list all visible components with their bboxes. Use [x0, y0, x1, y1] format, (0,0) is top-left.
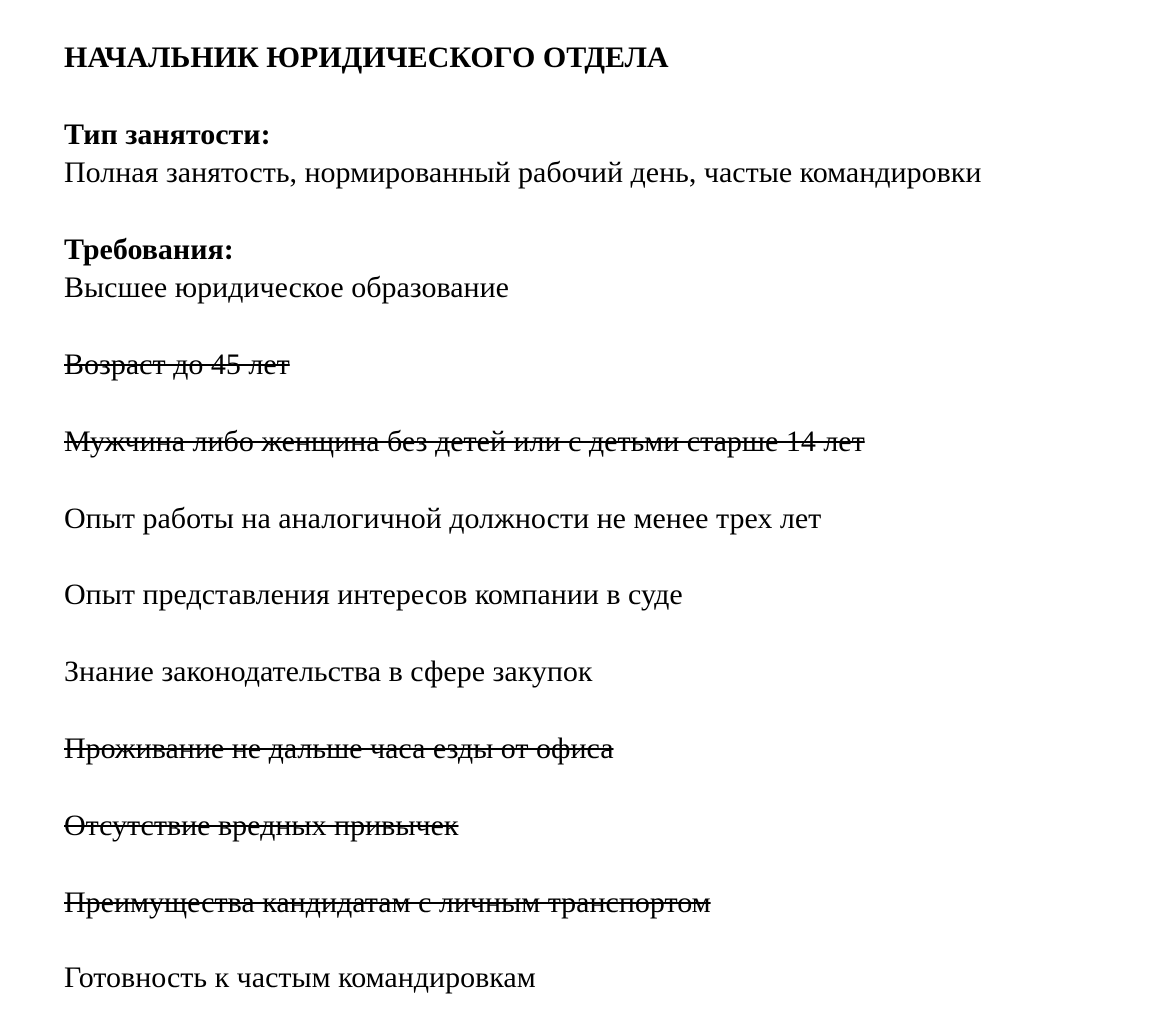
requirement-item: Готовность к частым командировкам	[64, 961, 536, 994]
employment-heading: Тип занятости:	[64, 118, 271, 151]
requirement-item: Отсутствие вредных привычек	[64, 809, 459, 842]
requirement-item: Проживание не дальше часа езды от офиса	[64, 732, 614, 765]
employment-text: Полная занятость, нормированный рабочий день, частые командировки	[64, 156, 982, 189]
requirement-item: Высшее юридическое образование	[64, 271, 509, 304]
requirements-heading: Требования:	[64, 233, 234, 266]
requirement-item: Знание законодательства в сфере закупок	[64, 655, 593, 688]
requirement-item: Опыт представления интересов компании в суде	[64, 578, 683, 611]
document-title: НАЧАЛЬНИК ЮРИДИЧЕСКОГО ОТДЕЛА	[64, 41, 669, 74]
requirement-item: Мужчина либо женщина без детей или с детьми старше 14 лет	[64, 425, 865, 458]
requirement-item: Преимущества кандидатам с личным транспортом	[64, 886, 711, 919]
requirement-item: Возраст до 45 лет	[64, 348, 290, 381]
requirement-item: Опыт работы на аналогичной должности не менее трех лет	[64, 502, 822, 535]
